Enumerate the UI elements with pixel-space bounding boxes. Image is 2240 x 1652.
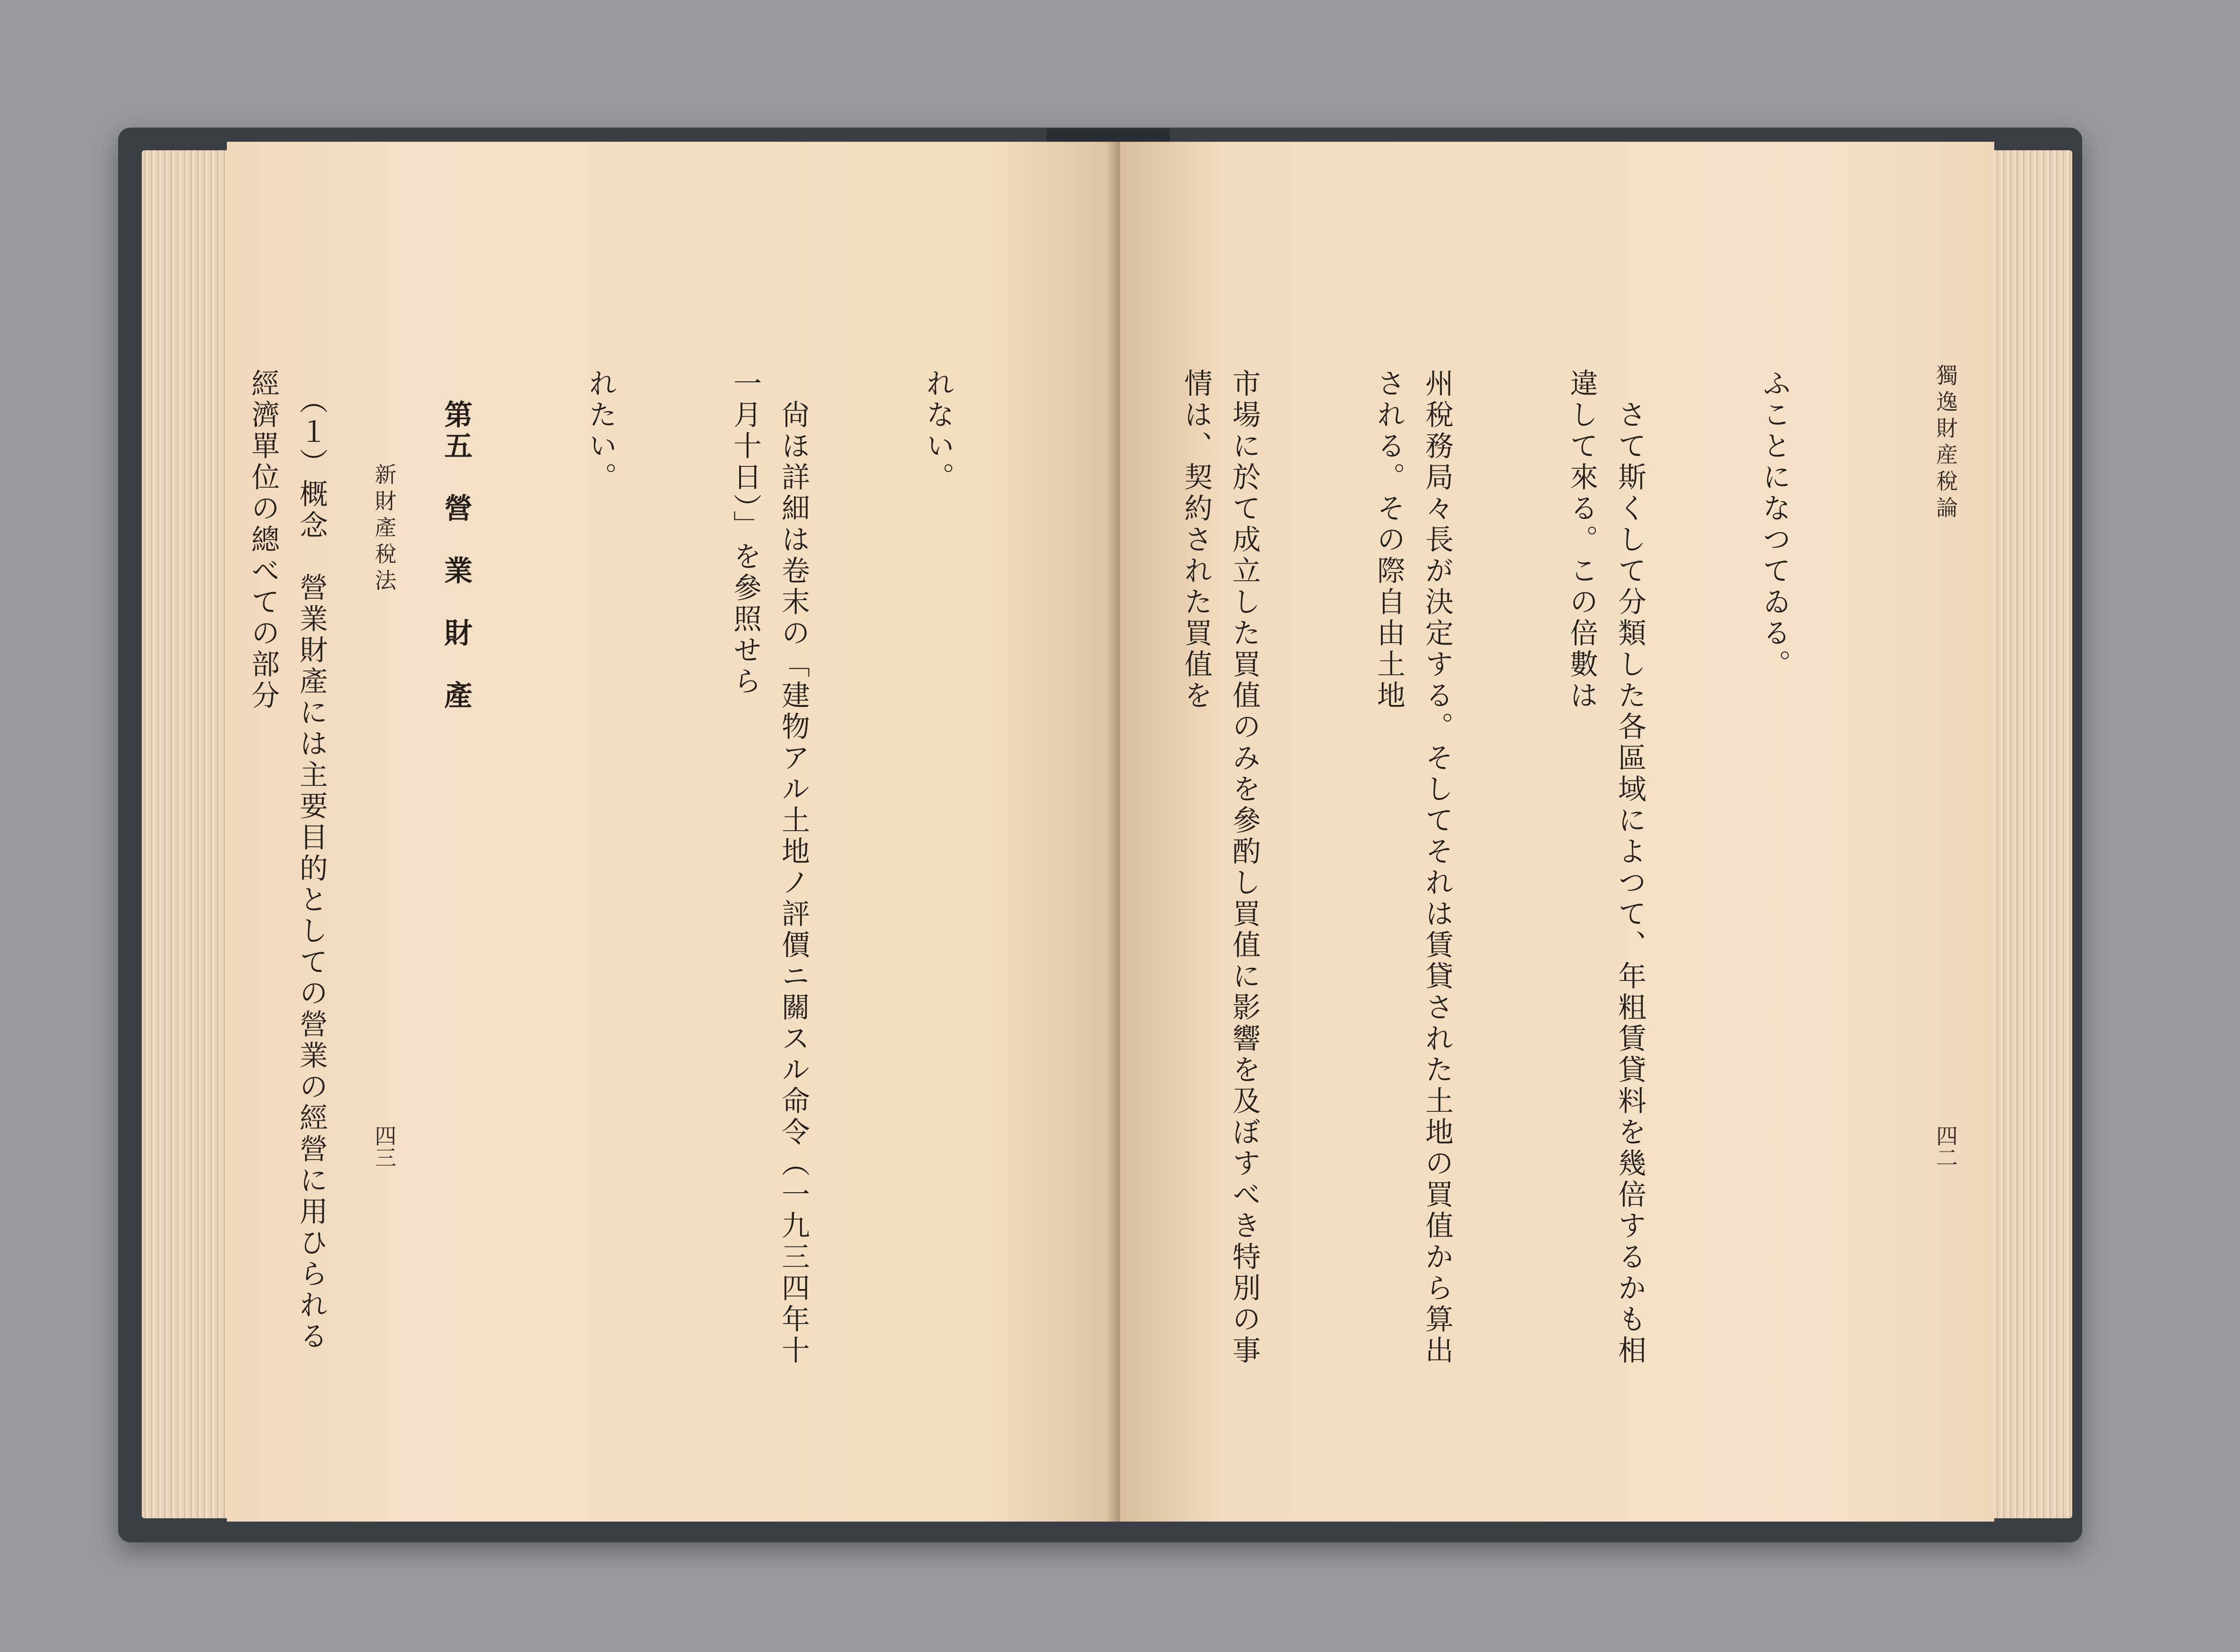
page-edges-right [1987, 150, 2072, 1518]
text-line: さて斯くして分類した各區域によつて、年粗賃貸料を幾倍するかも相違して來る。この倍數は [1565, 369, 1646, 1367]
page-number: 四三 [371, 1125, 397, 1168]
right-page-text [1180, 369, 1895, 1370]
text-line: れたい。 [584, 369, 617, 493]
text-line: （１）概念 營業財產には主要目的としての營業の經營に用ひられる經濟單位の總べての部分 [247, 369, 328, 1352]
text-line: 尙ほ詳細は卷末の「建物アル土地ノ評價ニ關スル命令（一九三四年十一月十日）」を參照せら [729, 369, 810, 1367]
running-header: 獨逸財産稅論 [1933, 364, 1958, 523]
left-page [227, 142, 1120, 1522]
text-line: れない。 [922, 369, 955, 493]
text-line: 市場に於て成立した買值のみを參酌し買值に影響を及ぼすべき特別の事情は、契約された買值を [1180, 369, 1261, 1367]
running-footer: 新財產稅法 [371, 463, 397, 595]
page-number: 四二 [1933, 1125, 1958, 1168]
text-line: 州稅務局々長が決定する。そしてそれは賃貸された土地の買值から算出される。その際自由土地 [1372, 369, 1454, 1367]
page-edges-left [142, 150, 232, 1518]
section-heading: 第五 營 業 財 產 [439, 369, 473, 712]
book-spine [1047, 129, 1170, 143]
text-line: ふことになつてゐる。 [1758, 369, 1791, 680]
right-page [1120, 142, 1994, 1522]
